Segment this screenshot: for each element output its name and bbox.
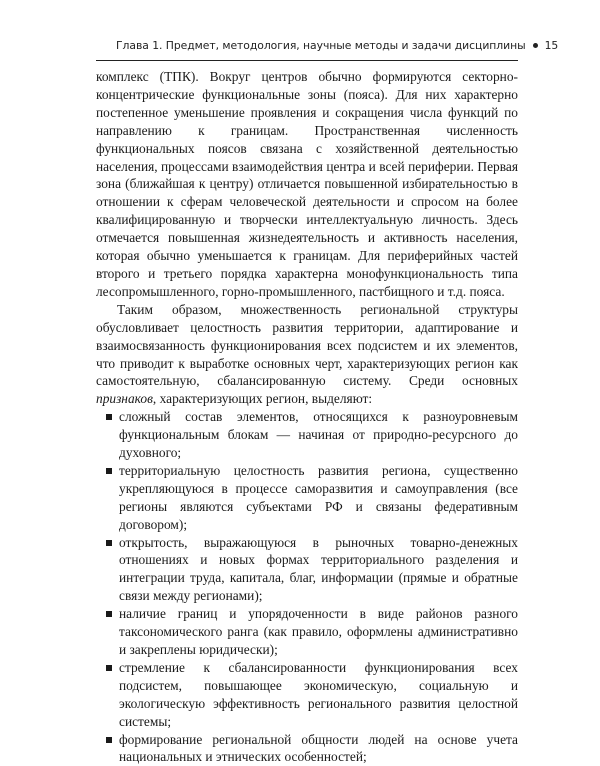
header-rule: [96, 60, 518, 61]
running-head: [116, 39, 559, 53]
list-item-text: сложный состав элементов, относящихся к разноуровневым функциональным блокам — начиная от природно-ресурсного до духовного;: [119, 409, 518, 461]
list-item: [96, 462, 518, 534]
body-text: [96, 68, 518, 766]
square-bullet-icon: [106, 611, 112, 617]
separator-dot-icon: [533, 43, 538, 48]
list-item-text: формирование региональной общности людей на основе учета национальных и этнических особенностей;: [119, 731, 518, 765]
features-list: [96, 408, 518, 766]
list-item-text: открытость, выражающуюся в рыночных товарно-денежных отношениях и новых формах территориального разделения и интеграции труда, капитала, благ, информации (прямые и обратные связи между регионами);: [119, 534, 518, 604]
square-bullet-icon: [106, 540, 112, 546]
list-item: [96, 605, 518, 659]
list-item: [96, 534, 518, 606]
page-number: 15: [544, 39, 559, 52]
square-bullet-icon: [106, 737, 112, 743]
list-item: [96, 659, 518, 731]
list-item-text: территориальную целостность развития региона, существенно укрепляющуюся в процессе саморазвития и самоуправления (все регионы являются субъектами РФ и связаны федеративным договором);: [119, 462, 518, 532]
chapter-title: Глава 1. Предмет, методология, научные методы и задачи дисциплины: [116, 39, 526, 52]
list-item: [96, 731, 518, 766]
paragraph-1: комплекс (ТПК). Вокруг центров обычно формируются секторно-концентрические функциональные зоны (пояса). Для них характерно постепенное уменьшение проявления и сокращения числа функций по направлению к границам. Пространственная численность функциональных поясов связана с хозяйственной деятельностью населения, процессами взаимодействия центра и всей периферии. Первая зона (ближайшая к центру) отличается повышенной избирательностью в отношении к сферам человеческой деятельности и спросом на более квалифицированную и творчески интеллектуальную личность. Здесь отмечается повышенная жизнедеятельность и активность населения, которая обычно уменьшается к границам. Для периферийных частей второго и третьего порядка характерна монофункциональность типа лесопромышленного, горно-промышленного, пастбищного и т.д. пояса.: [96, 69, 518, 299]
square-bullet-icon: [106, 665, 112, 671]
square-bullet-icon: [106, 414, 112, 420]
square-bullet-icon: [106, 468, 112, 474]
list-item-text: наличие границ и упорядоченности в виде районов разного таксономического ранга (как правило, оформлены административно и закреплены юридически);: [119, 606, 518, 657]
paragraph-2-text-start: Таким образом, множественность региональной структуры обусловливает целостность развития территории, адаптирование и взаимосвязанность функционирования всех подсистем и их элементов, что приводит к выработке основных черт, характеризующих регион как самостоятельную, сбалансированную систему. Среди основных: [96, 301, 518, 389]
list-item: [96, 408, 518, 462]
paragraph-2-text-end: , характеризующих регион, выделяют:: [152, 391, 373, 407]
list-item-text: стремление к сбалансированности функционирования всех подсистем, повышающее экономическую, социальную и экологическую эффективность регионального развития целостной системы;: [119, 659, 518, 729]
paragraph-2: [96, 301, 518, 408]
paragraph-2-emphasis: признаков: [96, 391, 153, 407]
